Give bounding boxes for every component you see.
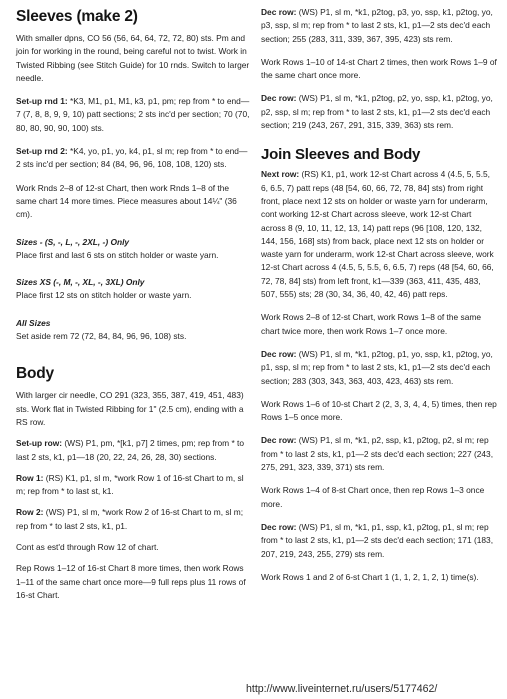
setup-rnd-1-text: *K3, M1, p1, M1, k3, p1, pm; rep from * to end—7 (7, 8, 8, 9, 9, 10) patt sections; 2 sts inc'd per section; 70 (70, 80, 80, 90, 90, 100) sts.	[16, 96, 250, 133]
body-row-1-paragraph	[16, 472, 250, 499]
dec-row-1-label: Dec row:	[261, 7, 297, 17]
dec-row-3-text: (WS) P1, sl m, *k1, p2tog, p1, yo, ssp, k1, p2tog, yo, p1, ssp, sl m; rep from * to last 2 sts, k1, p1—2 sts dec'd each section; 283 (303, 343, 363, 403, 423, 463) sts rem.	[261, 348, 493, 386]
body-setup-row-text: (WS) P1, pm, *[k1, p7] 2 times, pm; rep from * to last 2 sts, k1, p1—18 (20, 22, 24, 26, 28, 30) sections.	[16, 438, 245, 462]
dec-row-5-paragraph	[261, 521, 497, 561]
sizes-2-paragraph	[16, 276, 250, 303]
dec-row-3-paragraph	[261, 348, 497, 388]
body-setup-row-label: Set-up row:	[16, 438, 63, 449]
body-row-2-text: (WS) P1, sl m, *work Row 2 of 16-st Chart to m, sl m; rep from * to last 2 sts, k1, p1.	[16, 507, 244, 531]
sizes-2-text: Place first 12 sts on stitch holder or waste yarn.	[16, 290, 192, 301]
sleeves-chart-paragraph: Work Rnds 2–8 of 12-st Chart, then work Rnds 1–8 of the same chart 14 more times. Piece measures about 14¼" (36 cm).	[16, 182, 237, 220]
next-row-label: Next row:	[261, 169, 300, 180]
all-sizes-text: Set aside rem 72 (72, 84, 84, 96, 96, 108) sts.	[16, 331, 187, 342]
dec-row-5-text: (WS) P1, sl m, *k1, p1, ssp, k1, p2tog, p1, sl m; rep from * to last 2 sts, k1, p1—2 sts dec'd each section; 171 (183, 207, 219, 243, 255, 279) sts rem.	[261, 521, 494, 559]
sizes-2-subheading: Sizes XS (-, M, -, XL, -, 3XL) Only	[16, 277, 145, 288]
sizes-1-paragraph	[16, 236, 250, 263]
dec-row-4-paragraph	[261, 434, 497, 474]
left-column	[16, 6, 250, 602]
chart-12-paragraph: Work Rows 2–8 of 12-st Chart, work Rows 1–8 of the same chart twice more, then work Rows 1–7 once more.	[261, 312, 482, 336]
body-heading: Body	[16, 365, 54, 383]
body-row-1-text: (RS) K1, p1, sl m, *work Row 1 of 16-st Chart to m, sl m; rep from * to last st, k1.	[16, 472, 244, 497]
sizes-1-text: Place first and last 6 sts on stitch holder or waste yarn.	[16, 249, 219, 260]
dec-row-4-text: (WS) P1, sl m, *k1, p2, ssp, k1, p2tog, p2, sl m; rep from * to last 2 sts, k1, p1—2 sts dec'd each section; 227 (243, 275, 291, 323, 339, 371) sts rem.	[261, 435, 494, 473]
all-sizes-paragraph	[16, 317, 250, 344]
setup-rnd-2-label: Set-up rnd 2:	[16, 146, 68, 157]
right-column	[261, 6, 497, 584]
dec-row-2-paragraph	[261, 92, 497, 132]
chart-14-paragraph: Work Rows 1–10 of 14-st Chart 2 times, then work Rows 1–9 of the same chart once more.	[261, 56, 497, 81]
setup-rnd-1-label: Set-up rnd 1:	[16, 96, 68, 107]
next-row-text: (RS) K1, p1, work 12-st Chart across 4 (4.5, 5, 5.5, 6, 6.5, 7) patt reps (48 [54, 60, 66, 72, 78, 84] sts) from right front, place next 12 sts on holder or waste yarn for underarm, cont working 12-st Chart across sleeve, work 12-st Chart across 8 (9, 10, 11, 12, 13, 14) patt reps (96 [108, 120, 132, 144, 156, 168] sts) from back, place next 12 sts on holder or waste yarn for underarm, work 12-st Chart across sleeve, work 12-st Chart across 4 (4.5, 5, 5.5, 6, 6.5, 7) reps (48 [54, 60, 66, 72, 78, 84] sts) from left front, k1—339 (363, 411, 435, 483, 507, 555) sts; 28 (30, 34, 36, 40, 42, 46) patt reps.	[261, 169, 494, 300]
dec-row-3-label: Dec row:	[261, 348, 297, 359]
body-intro-paragraph: With larger cir needle, CO 291 (323, 355, 387, 419, 451, 483) sts. Work flat in Twisted Ribbing for 1" (2.5 cm), ending with a RS row.	[16, 390, 244, 427]
sleeves-intro-paragraph: With smaller dpns, CO 56 (56, 64, 64, 72, 72, 80) sts. Pm and join for working in the round, being careful not to twist. Work in Twisted Ribbing (see Stitch Guide) for 10 rnds. Switch to larger needle.	[16, 33, 250, 83]
join-heading: Join Sleeves and Body	[261, 146, 421, 164]
dec-row-2-text: (WS) P1, sl m, *k1, p2tog, p2, yo, ssp, k1, p2tog, yo, p2, ssp, sl m; rep from * to last 2 sts, k1, p1—2 sts dec'd each section; 219 (243, 267, 291, 315, 339, 363) sts rem.	[261, 93, 493, 131]
body-setup-row-paragraph	[16, 437, 250, 464]
setup-rnd-2-text: *K4, yo, p1, yo, k4, p1, sl m; rep from * to end—2 sts inc'd per section; 84 (84, 96, 96, 108, 108, 120) sts.	[16, 146, 248, 170]
body-row-2-label: Row 2:	[16, 507, 44, 518]
body-row-1-label: Row 1:	[16, 472, 44, 483]
body-continue-paragraph: Cont as est'd through Row 12 of chart.	[16, 542, 159, 553]
dec-row-2-label: Dec row:	[261, 93, 297, 104]
dec-row-1-paragraph	[261, 6, 497, 46]
body-row-2-paragraph	[16, 506, 250, 533]
body-repeat-paragraph: Rep Rows 1–12 of 16-st Chart 8 more times, then work Rows 1–11 of the same chart once more—9 full reps plus 11 rows of 16-st Chart.	[16, 563, 246, 600]
all-sizes-subheading: All Sizes	[16, 317, 51, 328]
sizes-1-subheading: Sizes - (S, -, L, -, 2XL, -) Only	[16, 236, 130, 247]
sleeves-heading: Sleeves (make 2)	[16, 8, 138, 25]
dec-row-5-label: Dec row:	[261, 521, 297, 532]
chart-6-paragraph: Work Rows 1 and 2 of 6-st Chart 1 (1, 1, 2, 1, 2, 1) time(s).	[261, 571, 479, 582]
setup-rnd-1-paragraph	[16, 95, 250, 135]
dec-row-1-text: (WS) P1, sl m, *k1, p2tog, p3, yo, ssp, k1, p2tog, yo, p3, ssp, sl m; rep from * to last 2 sts, k1, p1—2 sts dec'd each section; 255 (283, 311, 339, 367, 395, 423) sts rem.	[261, 7, 493, 44]
setup-rnd-2-paragraph	[16, 145, 250, 172]
chart-10-paragraph: Work Rows 1–6 of 10-st Chart 2 (2, 3, 3, 4, 4, 5) times, then rep Rows 1–5 once more.	[261, 398, 497, 423]
next-row-paragraph	[261, 168, 497, 301]
chart-8-paragraph: Work Rows 1–4 of 8-st Chart once, then rep Rows 1–3 once more.	[261, 485, 485, 509]
dec-row-4-label: Dec row:	[261, 435, 297, 446]
source-url-watermark: http://www.liveinternet.ru/users/5177462/	[246, 683, 438, 695]
